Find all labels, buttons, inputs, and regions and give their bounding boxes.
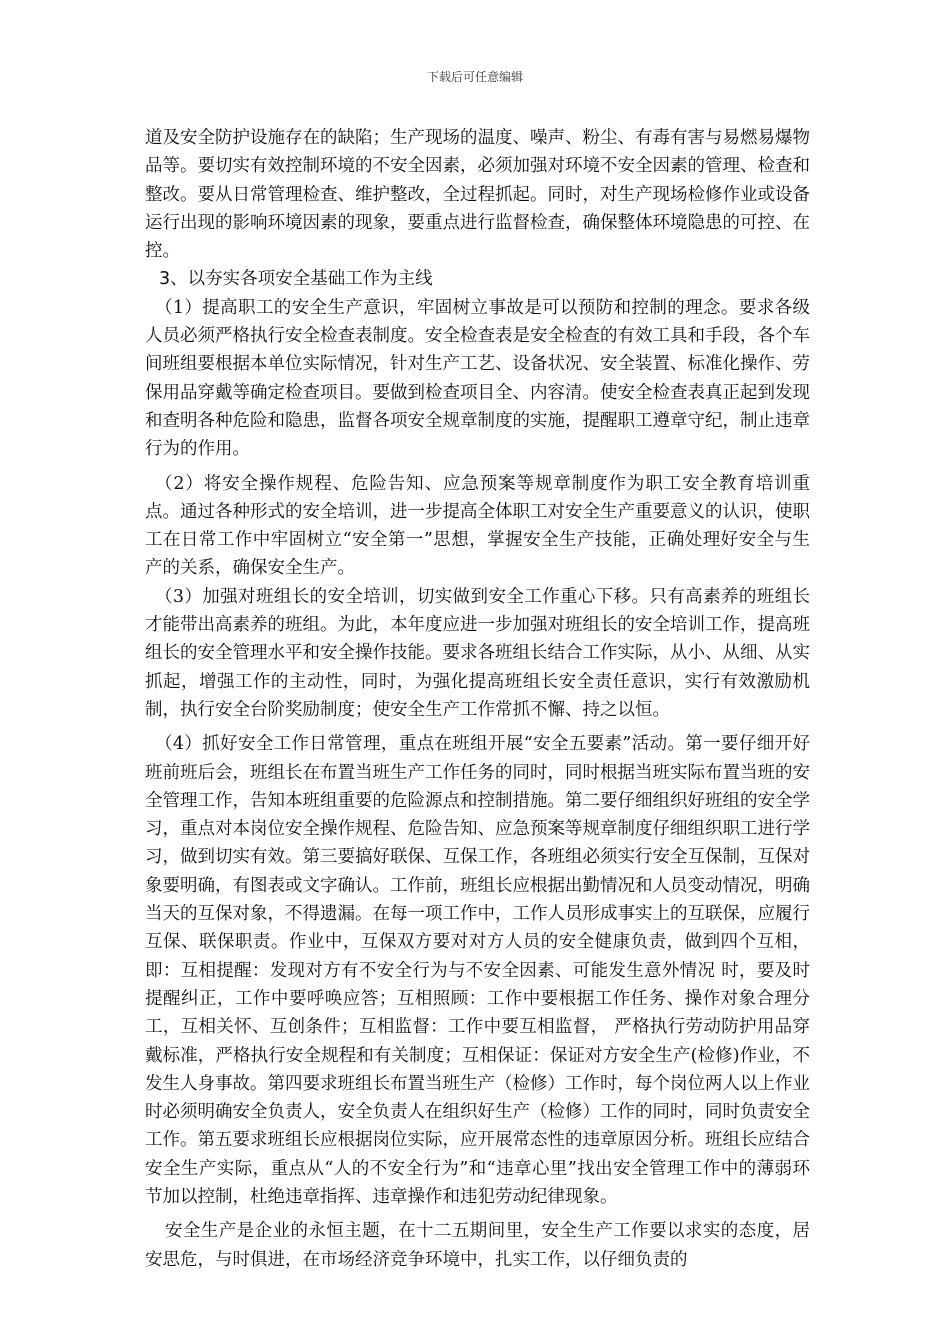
paragraph-item-2: （2）将安全操作规程、危险告知、应急预案等规章制度作为职工安全教育培训重点。通过各种形式的安全培训，进一步提高全体职工对安全生产重要意义的认识，使职工在日常工作中牢固树立“安全第一”思想，掌握安全生产技能，正确处理好安全与生产的关系，确保安全生产。	[145, 473, 810, 579]
page-header-note: 下载后可任意编辑	[426, 70, 523, 84]
section-heading-3: 3、以夯实各项安全基础工作为主线	[159, 269, 433, 290]
paragraph-item-3: （3）加强对班组长的安全培训，切实做到安全工作重心下移。只有高素养的班组长才能带出高素养的班组。为此，本年度应进一步加强对班组长的安全培训工作，提高班组长的安全管理水平和安全操作技能。要求各班组长结合工作实际，从小、从细、从实抓起，增强工作的主动性，同时，为强化提高班组长安全责任意识，实行有效激励机制，执行安全台阶奖励制度；使安全生产工作常抓不懈、持之以恒。	[145, 586, 810, 720]
paragraph-continuation: 道及安全防护设施存在的缺陷；生产现场的温度、噪声、粉尘、有毒有害与易燃易爆物品等。要切实有效控制环境的不安全因素，必须加强对环境不安全因素的管理、检查和整改。要从日常管理检查、维护整改，全过程抓起。同时，对生产现场检修作业或设备运行出现的影响环境因素的现象，要重点进行监督检查，确保整体环境隐患的可控、在控。	[145, 128, 810, 262]
paragraph-item-1: （1）提高职工的安全生产意识，牢固树立事故是可以预防和控制的理念。要求各级人员必须严格执行安全检查表制度。安全检查表是安全检查的有效工具和手段，各个车间班组要根据本单位实际情况，针对生产工艺、设备状况、安全装置、标准化操作、劳保用品穿戴等确定检查项目。要做到检查项目全、内容清。使安全检查表真正起到发现和查明各种危险和隐患，监督各项安全规章制度的实施，提醒职工遵章守纪，制止违章行为的作用。	[145, 297, 810, 460]
document-body	[145, 124, 810, 1274]
paragraph-item-4: （4）抓好安全工作日常管理，重点在班组开展“安全五要素”活动。第一要仔细开好班前班后会，班组长在布置当班生产工作任务的同时，同时根据当班实际布置当班的安全管理工作，告知本班组重要的危险源点和控制措施。第二要仔细组织好班组的安全学习，重点对本岗位安全操作规程、危险告知、应急预案等规章制度仔细组织职工进行学习，做到切实有效。第三要搞好联保、互保工作，各班组必须实行安全互保制，互保对象要明确，有图表或文字确认。工作前，班组长应根据出勤情况和人员变动情况，明确当天的互保对象，不得遗漏。在每一项工作中，工作人员形成事实上的互联保，应履行互保、联保职责。作业中，互保双方要对对方人员的安全健康负责，做到四个互相，即：互相提醒：发现对方有不安全行为与不安全因素、可能发生意外情况 时，要及时提醒纠正，工作中要呼唤应答；互相照顾：工作中要根据工作任务、操作对象合理分工，互相关怀、互创条件；互相监督：工作中要互相监督， 严格执行劳动防护用品穿戴标准，严格执行安全规程和有关制度；互相保证：保证对方安全生产(检修)作业，不发生人身事故。第四要求班组长布置当班生产（检修）工作时，每个岗位两人以上作业时必须明确安全负责人，安全负责人在组织好生产（检修）工作的同时，同时负责安全工作。第五要求班组长应根据岗位实际，应开展常态性的违章原因分析。班组长应结合安全生产实际，重点从“人的不安全行为”和“违章心里”找出安全管理工作中的薄弱环节加以控制，杜绝违章指挥、违章操作和违犯劳动纪律现象。	[145, 734, 810, 1207]
paragraph-conclusion: 安全生产是企业的永恒主题，在十二五期间里，安全生产工作要以求实的态度，居安思危，与时俱进，在市场经济竞争环境中，扎实工作，以仔细负责的	[145, 1221, 810, 1270]
